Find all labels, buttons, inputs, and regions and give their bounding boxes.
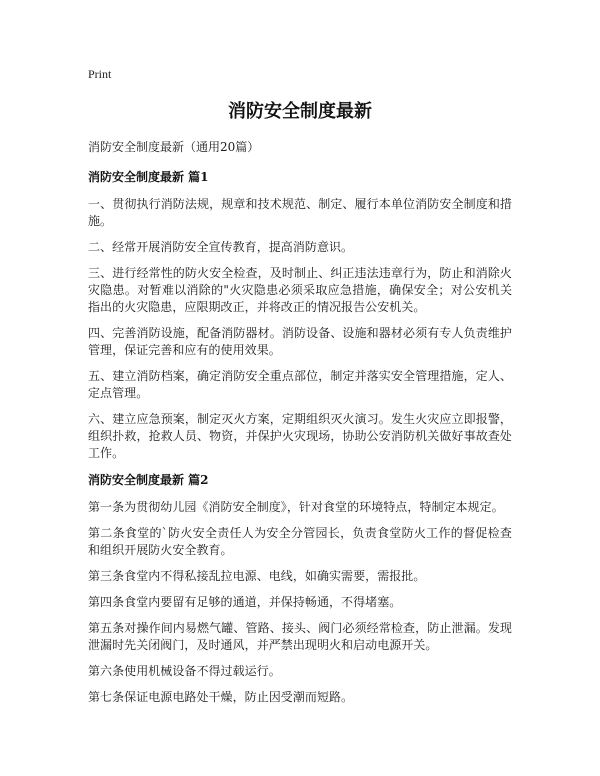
section-2	[88, 471, 512, 706]
section-1	[88, 168, 512, 462]
paragraph: 六、建立应急预案，制定灭火方案，定期组织灭火演习。发生火灾应立即报警，组织扑救，抢救人员、物资，并保护火灾现场，协助公安消防机关做好事故查处工作。	[88, 412, 512, 460]
paragraph: 三、进行经常性的防火安全检查，及时制止、纠正违法违章行为，防止和消除火灾隐患。对暂难以消除的"火灾隐患必须采取应急措施，确保安全；对公安机关指出的火灾隐患，应限期改正，并将改正的情况报告公安机关。	[88, 266, 512, 314]
paragraph: 第四条食堂内要留有足够的通道，并保持畅通，不得堵塞。	[88, 595, 402, 609]
section-heading: 消防安全制度最新 篇2	[88, 473, 209, 487]
paragraph: 第六条使用机械设备不得过载运行。	[88, 664, 281, 678]
paragraph: 四、完善消防设施，配备消防器材。消防设备、设施和器材必须有专人负责维护管理，保证完善和应有的使用效果。	[88, 326, 512, 357]
paragraph: 第七条保证电源电路处干燥，防止因受潮而短路。	[88, 690, 354, 704]
document-subtitle: 消防安全制度最新（通用20篇）	[88, 140, 260, 154]
paragraph: 二、经常开展消防安全宣传教育，提高消防意识。	[88, 240, 354, 254]
paragraph: 五、建立消防档案，确定消防安全重点部位，制定并落实安全管理措施，定人、定点管理。	[88, 369, 512, 400]
paragraph: 第三条食堂内不得私接乱拉电源、电线，如确实需要，需报批。	[88, 569, 426, 583]
paragraph: 第五条对操作间内易燃气罐、管路、接头、阀门必须经常检查，防止泄漏。发现泄漏时先关闭阀门，及时通风，并严禁出现明火和启动电源开关。	[88, 621, 512, 652]
paragraph: 第一条为贯彻幼儿园《消防安全制度》，针对食堂的环境特点，特制定本规定。	[88, 500, 504, 514]
section-heading: 消防安全制度最新 篇1	[88, 170, 209, 184]
paragraph: 一、贯彻执行消防法规，规章和技术规范、制定、履行本单位消防安全制度和措施。	[88, 197, 512, 228]
paragraph: 第二条食堂的`防火安全责任人为安全分管园长，负责食堂防火工作的督促检查和组织开展防火安全教育。	[88, 526, 512, 557]
document-title: 消防安全制度最新	[228, 101, 372, 122]
print-link[interactable]: Print	[88, 67, 112, 81]
